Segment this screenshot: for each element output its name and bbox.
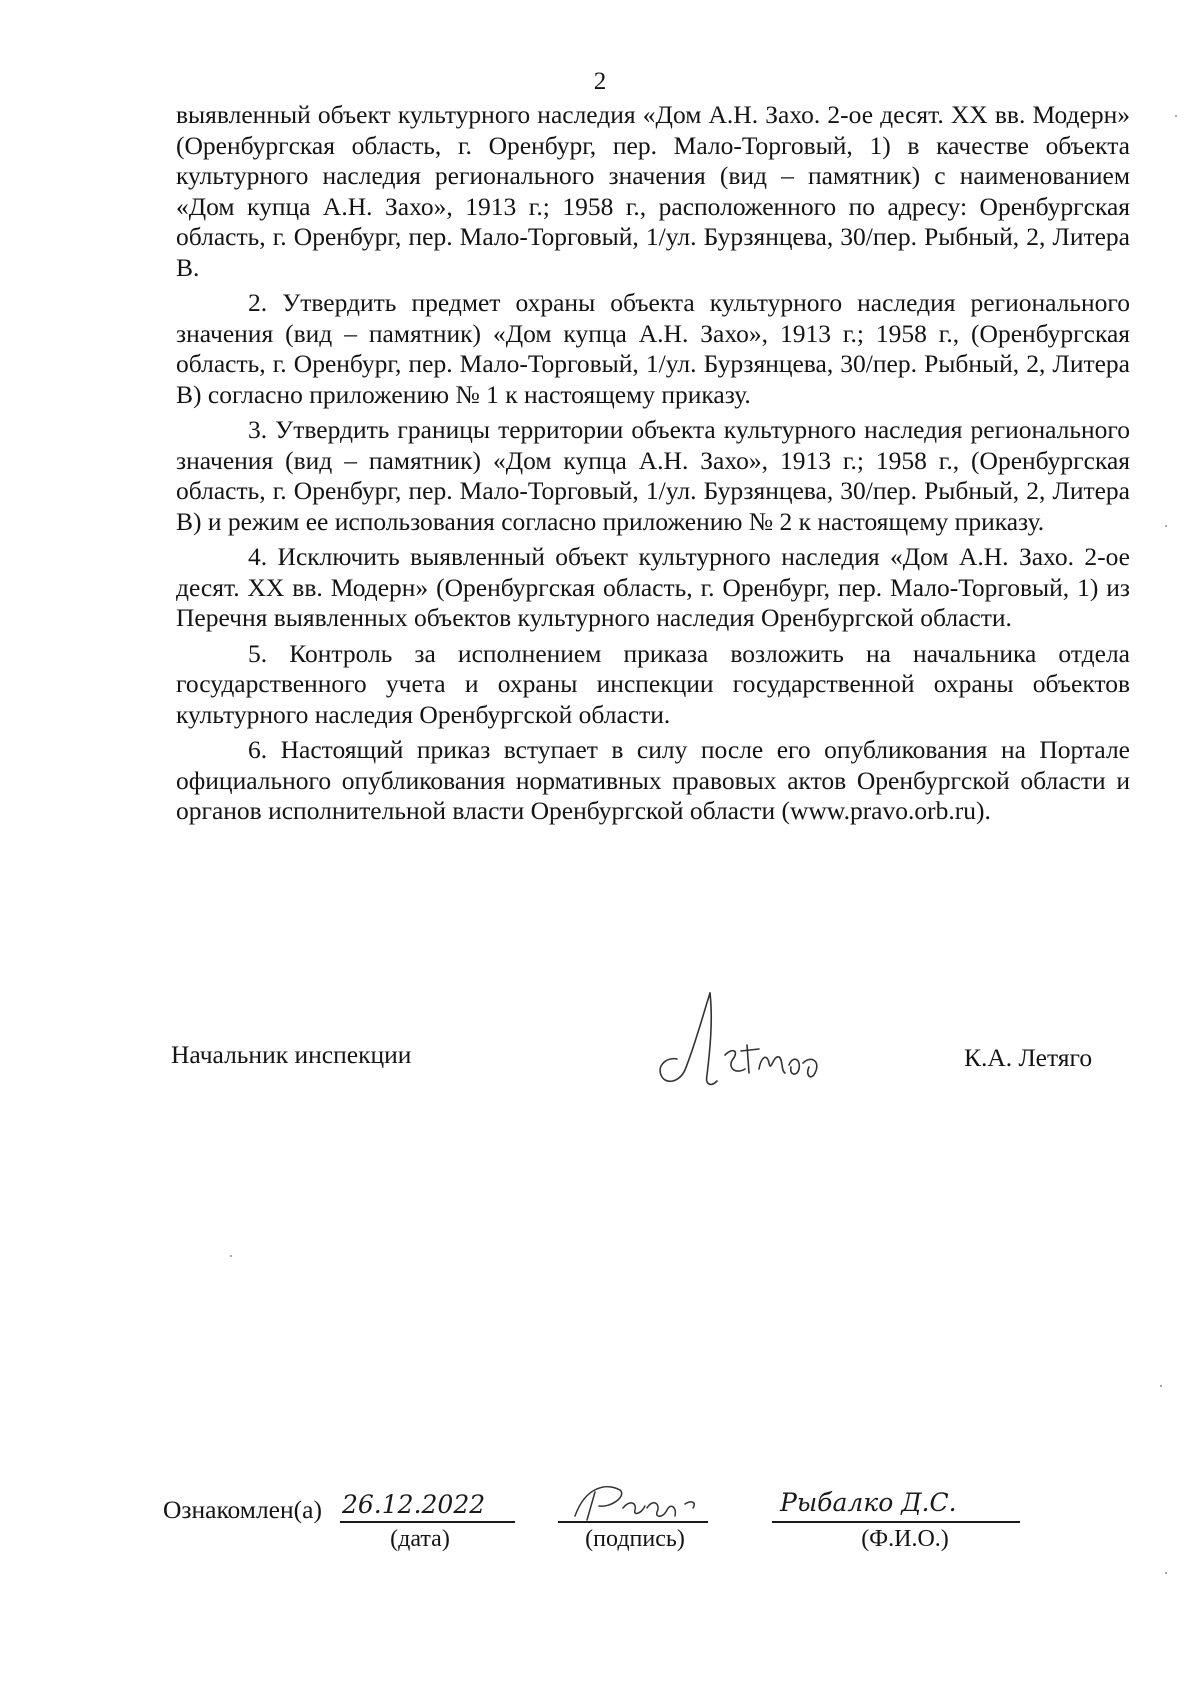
- acknowledgement-date: 26.12.2022: [342, 1490, 486, 1519]
- scan-speck: [1175, 115, 1177, 117]
- fio-caption: (Ф.И.О.): [861, 1526, 949, 1552]
- signature-underline: [558, 1521, 708, 1523]
- handwritten-signature: [655, 985, 855, 1095]
- paragraph-item-5: 5. Контроль за исполнением приказа возложить на начальника отдела государственного учета и охраны инспекции государственной охраны объектов культурного наследия Оренбургской области.: [176, 638, 1130, 729]
- signatory-name: К.А. Летяго: [964, 1043, 1093, 1072]
- scan-speck: [1165, 1572, 1167, 1574]
- acknowledged-label: Ознакомлен(а): [163, 1495, 322, 1524]
- date-underline: [340, 1521, 515, 1523]
- scan-speck: [1160, 1385, 1162, 1387]
- paragraph-item-4: 4. Исключить выявленный объект культурного наследия «Дом А.Н. Захо. 2-ое десят. XX вв. Модерн» (Оренбургская область, г. Оренбург, пер. Мало-Торговый, 1) из Перечня выявленных объектов культурного наследия Оренбургской области.: [176, 542, 1130, 632]
- paragraph-item-6: 6. Настоящий приказ вступает в силу после его опубликования на Портале официального опубликования нормативных правовых актов Оренбургской области и органов исполнительной власти Оренбургской области (www.pravo.orb.ru).: [176, 735, 1130, 825]
- scan-speck: [230, 1255, 232, 1257]
- scan-speck: [1165, 525, 1167, 527]
- page-number: 2: [593, 68, 607, 95]
- paragraph-item-3: 3. Утвердить границы территории объекта культурного наследия регионального значения (вид – памятник) «Дом купца А.Н. Захо», 1913 г.; 1958 г., (Оренбургская область, г. Оренбург, пер. Мало-Торговый, 1/ул. Бурзянцева, 30/пер. Рыбный, 2, Литера В) и режим ее использования согласно приложению № 2 к настоящему приказу.: [176, 415, 1130, 536]
- document-body: [176, 100, 1130, 832]
- fio-underline: [772, 1521, 1020, 1523]
- signatory-title: Начальник инспекции: [171, 1040, 412, 1069]
- paragraph-continuation: выявленный объект культурного наследия «Дом А.Н. Захо. 2-ое десят. XX вв. Модерн» (Оренбургская область, г. Оренбург, пер. Мало-Торговый, 1) в качестве объекта культурного наследия регионального значения (вид – памятник) с наименованием «Дом купца А.Н. Захо», 1913 г.; 1958 г., расположенного по адресу: Оренбургская область, г. Оренбург, пер. Мало-Торговый, 1/ул. Бурзянцева, 30/пер. Рыбный, 2, Литера В.: [176, 100, 1130, 282]
- paragraph-item-2: 2. Утвердить предмет охраны объекта культурного наследия регионального значения (вид – памятник) «Дом купца А.Н. Захо», 1913 г.; 1958 г., (Оренбургская область, г. Оренбург, пер. Мало-Торговый, 1/ул. Бурзянцева, 30/пер. Рыбный, 2, Литера В) согласно приложению № 1 к настоящему приказу.: [176, 288, 1130, 409]
- date-caption: (дата): [390, 1526, 450, 1552]
- signature-caption: (подпись): [585, 1526, 685, 1552]
- acknowledgement-fio: Рыбалко Д.С.: [780, 1488, 957, 1517]
